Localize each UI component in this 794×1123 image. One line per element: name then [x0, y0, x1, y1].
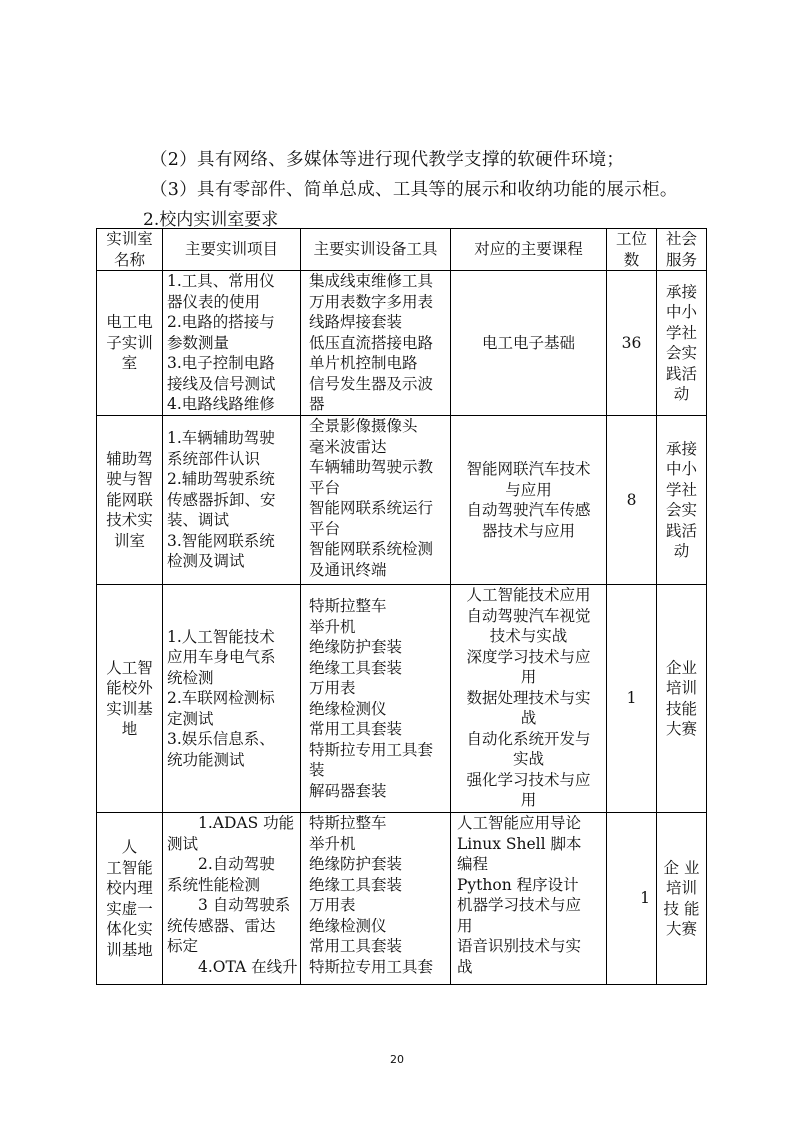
equipment-cell-line: 平台 — [309, 478, 341, 497]
paragraph-3: （3）具有零部件、简单总成、工具等的展示和收纳功能的展示柜。 — [150, 180, 678, 200]
projects-cell-line: 接线及信号测试 — [167, 374, 276, 393]
projects-cell-line: 3.智能网联系统 — [167, 531, 275, 550]
section-heading: 2.校内实训室要求 — [143, 210, 279, 230]
stations-cell: 1 — [607, 813, 657, 985]
courses-cell-line: 数据处理技术与实 — [466, 688, 591, 707]
projects-cell — [163, 271, 301, 416]
room-name-cell — [97, 271, 163, 416]
page-number: 20 — [390, 1053, 404, 1066]
projects-cell-line: 器仪表的使用 — [167, 292, 261, 311]
service-cell-line: 学社 — [665, 323, 697, 342]
service-cell-line: 学社 — [665, 480, 697, 499]
projects-cell-line: 3 自动驾驶系 — [167, 896, 291, 914]
header-stations-line: 数 — [623, 250, 640, 269]
equipment-cell-line: 毫米波雷达 — [309, 437, 387, 456]
courses-cell-line: 人工智能技术应用 — [466, 586, 591, 604]
projects-cell-line: 3.电子控制电路 — [167, 354, 275, 372]
courses-cell-line: 深度学习技术与应 — [466, 647, 591, 666]
projects-cell-line: 测试 — [167, 834, 199, 853]
table-row — [97, 813, 707, 985]
courses-cell-line: 用 — [457, 916, 473, 935]
table-row — [97, 416, 707, 585]
header-stations — [607, 229, 657, 271]
courses-cell — [451, 813, 607, 985]
courses-cell — [451, 271, 607, 416]
room-name-cell — [97, 813, 163, 985]
equipment-cell-line: 绝缘工具套装 — [309, 658, 403, 677]
courses-cell-line: Linux Shell 脚本 — [457, 834, 582, 853]
equipment-cell-line: 特斯拉专用工具套 — [309, 740, 434, 759]
courses-cell-line: 用 — [520, 668, 537, 686]
equipment-cell-line: 绝缘防护套装 — [309, 855, 403, 873]
equipment-cell-line: 平台 — [309, 519, 341, 538]
projects-cell-line: 4.OTA 在线升 — [167, 957, 298, 976]
projects-cell — [163, 813, 301, 985]
service-cell-line: 会实 — [665, 344, 697, 362]
courses-cell-line: 实战 — [512, 750, 544, 768]
header-service — [657, 229, 707, 271]
header-projects — [163, 229, 301, 271]
equipment-cell-line: 举升机 — [309, 617, 356, 636]
equipment-cell-line: 器 — [309, 395, 325, 413]
courses-cell-line: 技术与实战 — [489, 627, 568, 645]
projects-cell-line: 参数测量 — [167, 333, 230, 352]
projects-cell-line: 1.人工智能技术 — [167, 627, 275, 646]
service-cell-line: 承接 — [665, 282, 697, 301]
room-name-cell-line: 室 — [121, 354, 138, 373]
paragraph-2: （2）具有网络、多媒体等进行现代教学支撑的软硬件环境； — [150, 150, 625, 170]
courses-cell-line: 机器学习技术与应 — [457, 896, 582, 914]
projects-cell-line: 系统性能检测 — [167, 875, 261, 894]
projects-cell-line: 装、调试 — [167, 511, 230, 530]
equipment-cell — [301, 813, 451, 985]
room-name-cell-line: 实虚一 — [106, 899, 153, 918]
room-name-cell — [97, 416, 163, 585]
room-name-cell-line: 辅助驾 — [106, 449, 153, 468]
projects-cell-line: 1.工具、常用仪 — [167, 272, 275, 290]
header-room-name-line: 实训室 — [106, 230, 153, 248]
equipment-cell-line: 绝缘检测仪 — [309, 699, 387, 718]
equipment-cell-line: 万用表 — [309, 896, 356, 914]
room-name-cell-line: 驶与智 — [106, 470, 153, 489]
equipment-cell-line: 举升机 — [309, 834, 356, 853]
table-row — [97, 585, 707, 813]
table-header-row — [97, 229, 707, 271]
header-room-name — [97, 229, 163, 271]
projects-cell-line: 3.娱乐信息系、 — [167, 730, 275, 749]
projects-cell — [163, 416, 301, 585]
courses-cell — [451, 416, 607, 585]
projects-cell-line: 统功能测试 — [167, 750, 245, 769]
table-row — [97, 271, 707, 416]
equipment-cell-line: 特斯拉整车 — [309, 814, 387, 832]
service-cell-line: 企 业 — [663, 858, 700, 877]
courses-cell-line: 自动驾驶汽车视觉 — [466, 606, 591, 625]
projects-cell-line: 定测试 — [167, 709, 214, 728]
projects-cell-line: 统检测 — [167, 668, 214, 687]
room-name-cell-line: 训室 — [113, 531, 145, 550]
service-cell-line: 践活 — [665, 364, 697, 383]
equipment-cell-line: 信号发生器及示波 — [309, 374, 434, 393]
header-courses — [451, 229, 607, 271]
equipment-cell-line: 特斯拉专用工具套 — [309, 957, 434, 976]
equipment-cell — [301, 416, 451, 585]
room-name-cell-line: 体化实 — [106, 920, 153, 938]
equipment-cell-line: 装 — [309, 761, 325, 779]
equipment-cell-line: 绝缘工具套装 — [309, 875, 403, 894]
courses-cell-line: 智能网联汽车技术 — [466, 460, 591, 478]
projects-cell-line: 传感器拆卸、安 — [167, 490, 276, 509]
service-cell-line: 会实 — [665, 501, 697, 519]
service-cell — [657, 271, 707, 416]
courses-cell — [451, 585, 607, 813]
room-name-cell-line: 能网联 — [106, 490, 153, 509]
courses-cell-line: 电工电子基础 — [481, 333, 575, 352]
projects-cell-line: 1.ADAS 功能 — [167, 814, 295, 832]
service-cell-line: 企业 — [665, 658, 697, 677]
service-cell-line: 培训 — [665, 679, 697, 697]
courses-cell-line: 器技术与应用 — [481, 521, 575, 540]
room-name-cell-line: 人工智 — [106, 658, 153, 677]
projects-cell-line: 2.电路的搭接与 — [167, 313, 275, 331]
stations-cell: 36 — [607, 271, 657, 416]
equipment-cell — [301, 585, 451, 813]
service-cell — [657, 416, 707, 585]
projects-cell-line: 应用车身电气系 — [167, 648, 276, 667]
equipment-cell-line: 单片机控制电路 — [309, 354, 418, 372]
header-stations-line: 工位 — [615, 230, 647, 248]
header-equipment — [301, 229, 451, 271]
equipment-cell-line: 解码器套装 — [309, 781, 387, 800]
room-name-cell-line: 地 — [121, 720, 138, 738]
service-cell-line: 动 — [673, 542, 690, 560]
equipment-cell-line: 车辆辅助驾驶示教 — [309, 458, 434, 476]
header-projects-line: 主要实训项目 — [184, 240, 278, 259]
header-room-name-line: 名称 — [113, 250, 145, 269]
equipment-cell-line: 特斯拉整车 — [309, 597, 387, 615]
service-cell-line: 中小 — [665, 460, 697, 478]
projects-cell-line: 标定 — [167, 937, 199, 955]
courses-cell-line: 自动驾驶汽车传感 — [466, 501, 591, 519]
equipment-cell-line: 低压直流搭接电路 — [309, 333, 434, 352]
projects-cell-line: 2.自动驾驶 — [167, 855, 275, 873]
service-cell-line: 大赛 — [665, 920, 697, 938]
service-cell — [657, 585, 707, 813]
room-name-cell-line: 电工电 — [106, 313, 153, 332]
equipment-cell — [301, 271, 451, 416]
equipment-cell-line: 常用工具套装 — [309, 937, 403, 955]
stations-cell: 1 — [607, 585, 657, 813]
projects-cell-line: 检测及调试 — [167, 552, 245, 571]
room-name-cell-line: 技术实 — [106, 511, 153, 530]
room-name-cell-line: 能校外 — [106, 679, 153, 697]
header-service-line: 社会 — [665, 230, 697, 248]
header-courses-line: 对应的主要课程 — [474, 240, 583, 259]
stations-cell: 8 — [607, 416, 657, 585]
courses-cell-line: 语音识别技术与实 — [457, 937, 582, 955]
room-name-cell-line: 工智能 — [106, 858, 153, 877]
header-service-line: 服务 — [665, 250, 697, 269]
room-name-cell-line: 校内理 — [106, 879, 153, 897]
courses-cell-line: 用 — [520, 791, 537, 809]
equipment-cell-line: 万用表数字多用表 — [309, 292, 434, 311]
room-name-cell — [97, 585, 163, 813]
courses-cell-line: 编程 — [457, 855, 489, 873]
courses-cell-line: 战 — [520, 709, 537, 727]
equipment-cell-line: 万用表 — [309, 679, 356, 697]
courses-cell-line: 人工智能应用导论 — [457, 814, 582, 832]
projects-cell — [163, 585, 301, 813]
equipment-cell-line: 智能网联系统运行 — [309, 499, 434, 517]
equipment-cell-line: 全景影像摄像头 — [309, 417, 418, 435]
training-room-table — [96, 228, 707, 985]
room-name-cell-line: 实训基 — [106, 699, 153, 718]
projects-cell-line: 2.辅助驾驶系统 — [167, 470, 275, 489]
header-equipment-line: 主要实训设备工具 — [313, 240, 438, 259]
projects-cell-line: 统传感器、雷达 — [167, 916, 276, 935]
room-name-cell-line: 子实训 — [106, 333, 153, 352]
courses-cell-line: 与应用 — [505, 480, 552, 499]
service-cell-line: 技能 — [665, 699, 697, 718]
equipment-cell-line: 线路焊接套装 — [309, 313, 403, 331]
service-cell-line: 大赛 — [665, 720, 697, 738]
courses-cell-line: Python 程序设计 — [457, 875, 579, 894]
projects-cell-line: 1.车辆辅助驾驶 — [167, 429, 275, 448]
room-name-cell-line: 人 — [121, 838, 138, 856]
courses-cell-line: 自动化系统开发与 — [466, 729, 591, 748]
equipment-cell-line: 绝缘防护套装 — [309, 638, 403, 656]
service-cell-line: 技 能 — [663, 899, 700, 918]
room-name-cell-line: 训基地 — [106, 940, 153, 959]
courses-cell-line: 战 — [457, 957, 473, 976]
service-cell — [657, 813, 707, 985]
service-cell-line: 动 — [673, 385, 690, 403]
service-cell-line: 中小 — [665, 303, 697, 321]
equipment-cell-line: 智能网联系统检测 — [309, 540, 434, 558]
courses-cell-line: 强化学习技术与应 — [466, 770, 591, 789]
equipment-cell-line: 及通讯终端 — [309, 560, 387, 579]
equipment-cell-line: 常用工具套装 — [309, 720, 403, 738]
service-cell-line: 培训 — [665, 879, 697, 897]
projects-cell-line: 系统部件认识 — [167, 449, 261, 468]
service-cell-line: 承接 — [665, 439, 697, 458]
projects-cell-line: 4.电路线路维修 — [167, 395, 275, 413]
equipment-cell-line: 集成线束维修工具 — [309, 272, 434, 290]
projects-cell-line: 2.车联网检测标 — [167, 689, 275, 708]
equipment-cell-line: 绝缘检测仪 — [309, 916, 387, 935]
service-cell-line: 践活 — [665, 521, 697, 540]
